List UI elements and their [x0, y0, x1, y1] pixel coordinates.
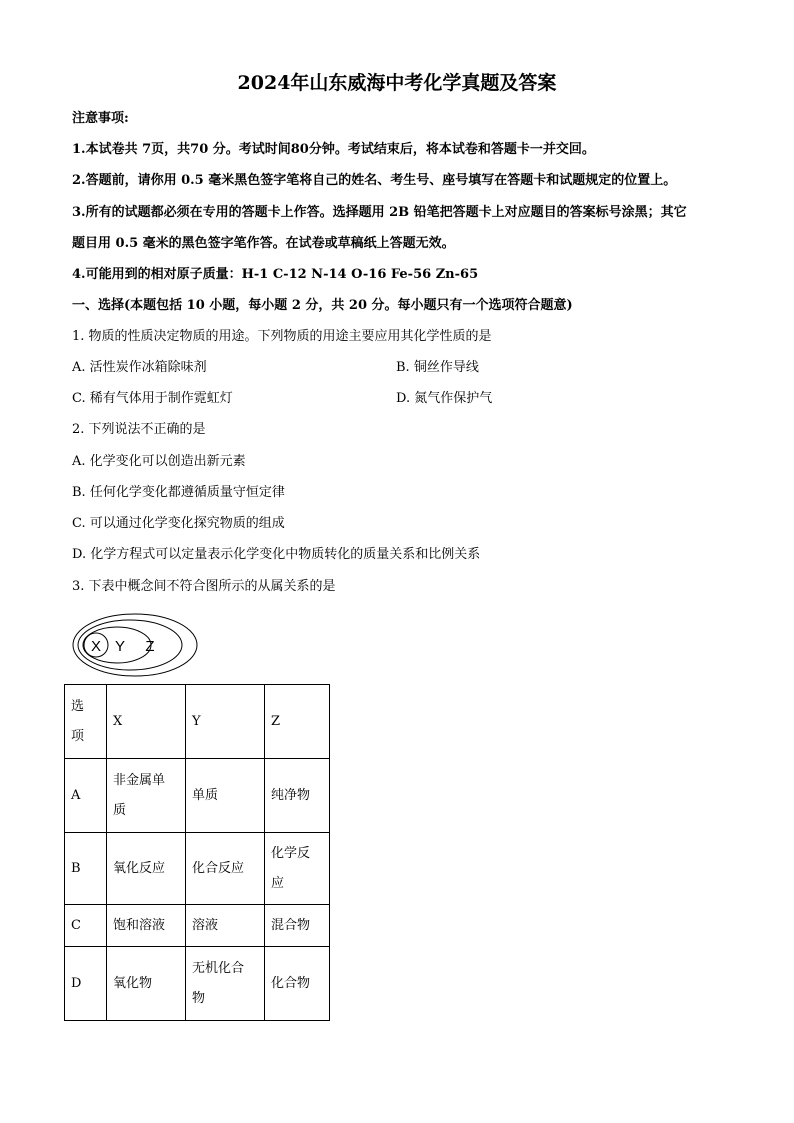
notice-item-3-cont: 题目用 0.5 毫米的黑色签字笔作答。在试卷或草稿纸上答题无效。 — [72, 236, 455, 251]
q2-stem: 2. 下列说法不正确的是 — [72, 422, 206, 437]
page-title: 2024年山东威海中考化学真题及答案 — [237, 72, 557, 94]
table-cell: B — [65, 833, 107, 905]
table-cell: 纯净物 — [265, 759, 330, 833]
q1-stem: 1. 物质的性质决定物质的用途。下列物质的用途主要应用其化学性质的是 — [72, 329, 492, 344]
q1-option-d: D. 氮气作保护气 — [396, 391, 493, 406]
q2-option-c: C. 可以通过化学变化探究物质的组成 — [72, 516, 285, 531]
table-row — [65, 947, 330, 1021]
table-cell: 非金属单 质 — [107, 759, 186, 833]
table-cell: 化合反应 — [186, 833, 265, 905]
table-row — [65, 833, 330, 905]
table-cell: 化合物 — [265, 947, 330, 1021]
diagram-label-x: X — [90, 638, 102, 655]
q1-option-c: C. 稀有气体用于制作霓虹灯 — [72, 391, 233, 406]
diagram-label-y: Y — [114, 638, 126, 655]
q2-option-a: A. 化学变化可以创造出新元素 — [72, 454, 246, 469]
table-cell: A — [65, 759, 107, 833]
table-header-cell: Y — [186, 685, 265, 759]
q1-option-a: A. 活性炭作冰箱除味剂 — [72, 360, 207, 375]
table-header-cell: Z — [265, 685, 330, 759]
table-cell: 氧化反应 — [107, 833, 186, 905]
q1-option-b: B. 铜丝作导线 — [396, 360, 479, 375]
notice-item-3: 3.所有的试题都必须在专用的答题卡上作答。选择题用 2B 铅笔把答题卡上对应题目的答案标号涂黑；其它 — [72, 205, 687, 220]
nested-ellipses-diagram — [70, 610, 200, 680]
table-header-cell: 选 项 — [65, 685, 107, 759]
notice-item-2: 2.答题前，请你用 0.5 毫米黑色签字笔将自己的姓名、考生号、座号填写在答题卡和试题规定的位置上。 — [72, 173, 677, 188]
table-cell: 单质 — [186, 759, 265, 833]
table-header-row — [65, 685, 330, 759]
notice-item-4: 4.可能用到的相对原子质量：H-1 C-12 N-14 O-16 Fe-56 Zn-65 — [72, 267, 479, 282]
table-cell: C — [65, 905, 107, 947]
table-cell: 无机化合 物 — [186, 947, 265, 1021]
table-cell: 氧化物 — [107, 947, 186, 1021]
table-cell: 饱和溶液 — [107, 905, 186, 947]
table-header-cell: X — [107, 685, 186, 759]
notice-item-1: 1.本试卷共 7页，共70 分。考试时间80分钟。考试结束后，将本试卷和答题卡一并交回。 — [72, 142, 595, 157]
table-row — [65, 759, 330, 833]
table-cell: 化学反 应 — [265, 833, 330, 905]
q2-option-d: D. 化学方程式可以定量表示化学变化中物质转化的质量关系和比例关系 — [72, 547, 481, 562]
table-row — [65, 905, 330, 947]
q2-option-b: B. 任何化学变化都遵循质量守恒定律 — [72, 485, 285, 500]
table-cell: 混合物 — [265, 905, 330, 947]
q3-answer-table — [64, 684, 330, 1021]
diagram-label-z: Z — [145, 638, 155, 655]
section-heading: 一、选择(本题包括 10 小题，每小题 2 分，共 20 分。每小题只有一个选项符合题意) — [72, 298, 573, 313]
notice-heading: 注意事项: — [72, 111, 129, 126]
table-cell: 溶液 — [186, 905, 265, 947]
q3-stem: 3. 下表中概念间不符合图所示的从属关系的是 — [72, 579, 336, 594]
table-cell: D — [65, 947, 107, 1021]
